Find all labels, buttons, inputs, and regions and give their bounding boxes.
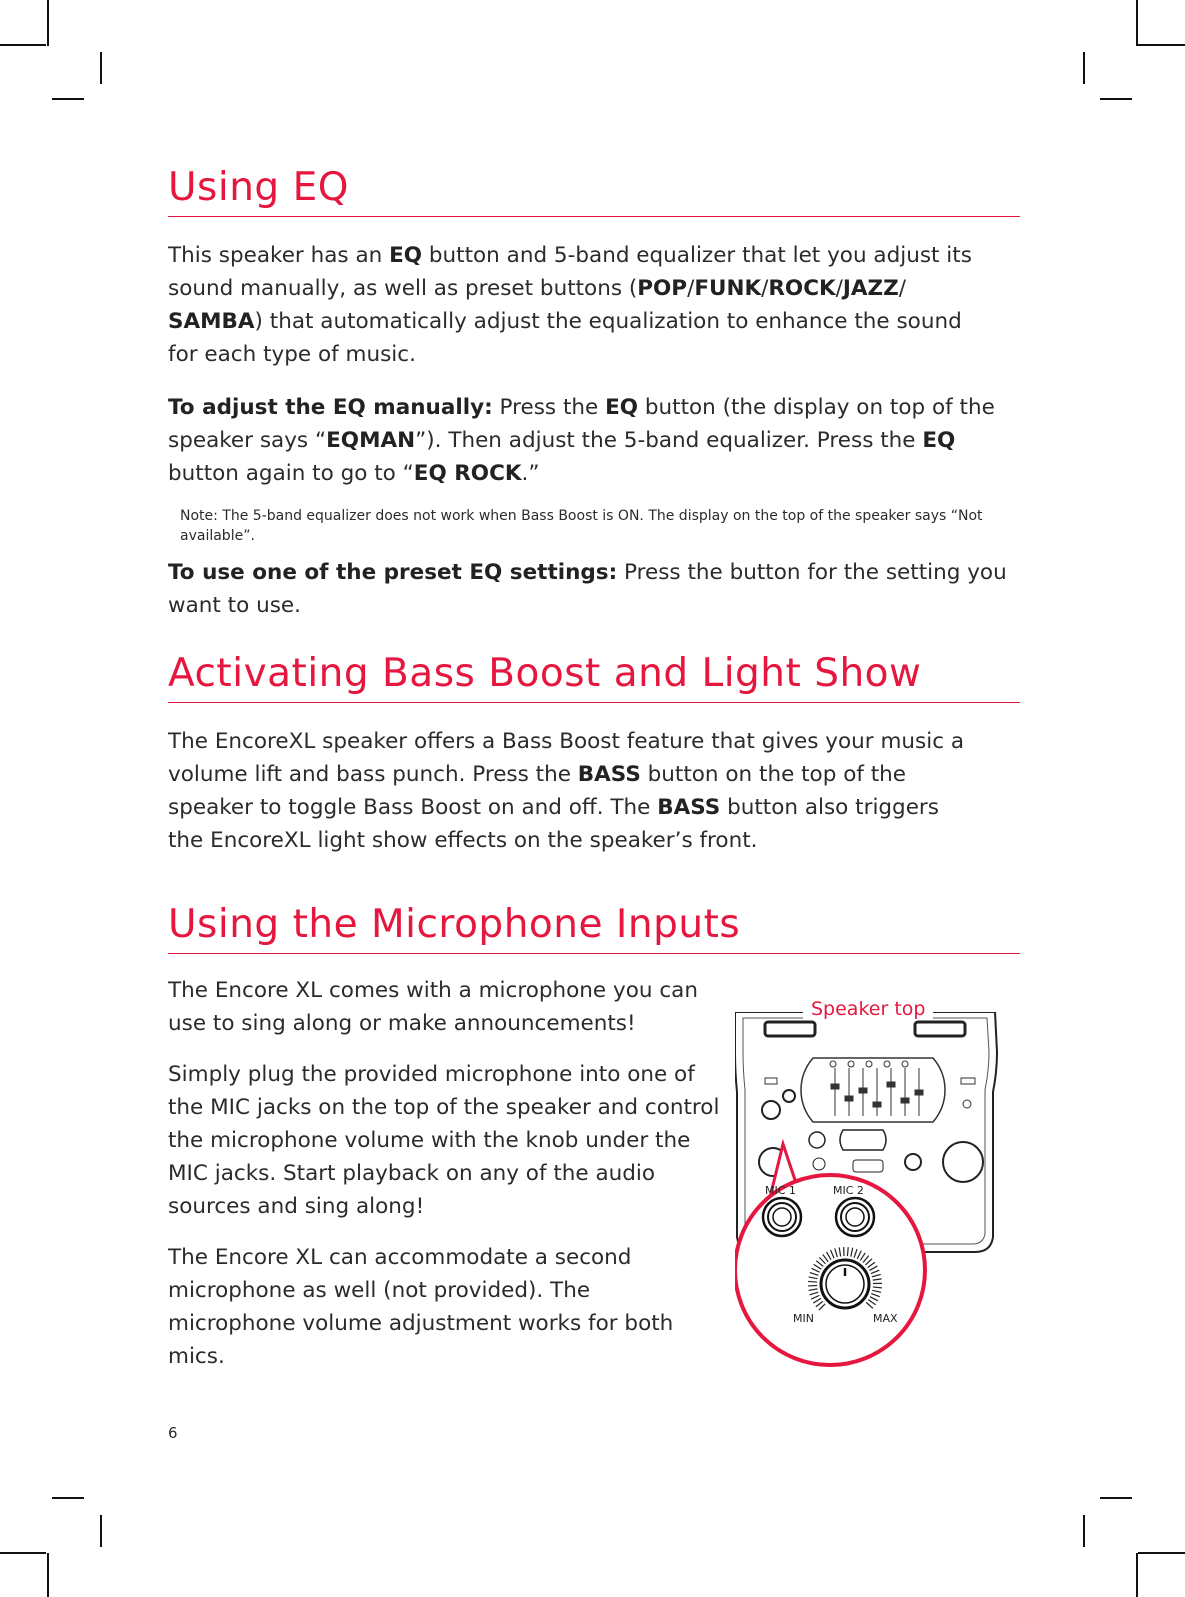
speaker-top-figure [735,998,1025,1382]
text-run: ) that automatically adjust the equalization to enhance the sound for each type of music. [168,309,962,367]
knob-tick [808,1281,817,1282]
crop-mark [1138,1552,1185,1554]
text-run: The EncoreXL speaker offers a Bass Boost feature that gives your music a volume lift and bass punch. Press the [168,729,965,787]
bold-term: FUNK [694,276,762,301]
bold-term: POP [637,276,688,301]
crop-mark [0,1552,46,1554]
text-run: button (the display on top of the speaker says “ [168,395,995,453]
mic-paragraph-1: The Encore XL comes with a microphone you can use to sing along or make announcements! [168,978,698,1036]
bold-term: BASS [657,795,721,820]
crop-mark [52,1497,84,1499]
eq-manual-paragraph [168,391,1020,490]
text-run: This speaker has an [168,243,390,268]
bold-term: To adjust the EQ manually: [168,395,493,420]
crop-mark [1083,52,1085,84]
text-run: Press the [492,395,606,420]
eq-intro-paragraph [168,239,996,371]
bold-term: EQ [922,428,956,453]
bold-term: EQ [605,395,639,420]
crop-mark [1136,1553,1138,1597]
section-title-eq: Using EQ [168,160,1020,217]
crop-mark [1083,1515,1085,1547]
mic-paragraph-2: Simply plug the provided microphone into one of the MIC jacks on the top of the speaker and control the microphone volume with the knob under the MIC jacks. Start playback on any of the audio sources and sing along! [168,1062,720,1219]
text-run: button and 5-band equalizer that let you adjust its sound manually, as well as preset buttons ( [168,243,972,301]
min-label: MIN [793,1312,814,1325]
text-run: / [761,276,769,301]
mic-2-jack [836,1198,874,1236]
text-run: button on the top of the speaker to toggle Bass Boost on and off. The [168,762,907,820]
eq-note: Note: The 5-band equalizer does not work when Bass Boost is ON. The display on the top of the speaker says “Not available”. [180,508,983,544]
mic-1-label: MIC 1 [765,1184,796,1197]
text-run: / [898,276,906,301]
bold-term: To use one of the preset EQ settings: [168,560,618,585]
crop-mark [52,98,84,100]
page-number: 6 [168,1424,178,1442]
text-run: ”). Then adjust the 5-band equalizer. Press the [415,428,923,453]
text-run: / [687,276,695,301]
bass-paragraph [168,725,968,857]
bold-term: EQ ROCK [413,461,522,486]
crop-mark [100,52,102,84]
bold-term: BASS [577,762,641,787]
crop-mark [1100,1497,1132,1499]
bold-term: EQ [389,243,423,268]
crop-mark [1100,98,1132,100]
mic-volume-knob [821,1260,869,1308]
eq-preset-paragraph [168,556,1020,622]
figure-caption: Speaker top [803,998,933,1020]
crop-mark [1138,44,1185,46]
crop-mark [1136,0,1138,46]
text-run: .” [521,461,540,486]
bold-term: SAMBA [168,309,255,334]
mic-1-jack [763,1198,801,1236]
knob-tick [847,1247,848,1256]
bold-term: ROCK [768,276,836,301]
section-title-bass: Activating Bass Boost and Light Show [168,646,1020,703]
max-label: MAX [873,1312,898,1325]
crop-mark [47,0,49,46]
text-run: button again to go to “ [168,461,414,486]
crop-mark [0,44,46,46]
section-title-mic: Using the Microphone Inputs [168,897,1020,954]
mic-paragraph-3: The Encore XL can accommodate a second microphone as well (not provided). The microphone volume adjustment works for both mics. [168,1245,674,1369]
speaker-top-illustration [735,1012,1025,1382]
text-run: Press the button for the setting you want to use. [168,560,1007,618]
crop-mark [47,1553,49,1597]
bold-term: EQMAN [326,428,416,453]
text-run: button also triggers the EncoreXL light show effects on the speaker’s front. [168,795,939,853]
mic-2-label: MIC 2 [833,1184,864,1197]
crop-mark [100,1515,102,1547]
bold-term: JAZZ [842,276,899,301]
text-run: / [835,276,843,301]
